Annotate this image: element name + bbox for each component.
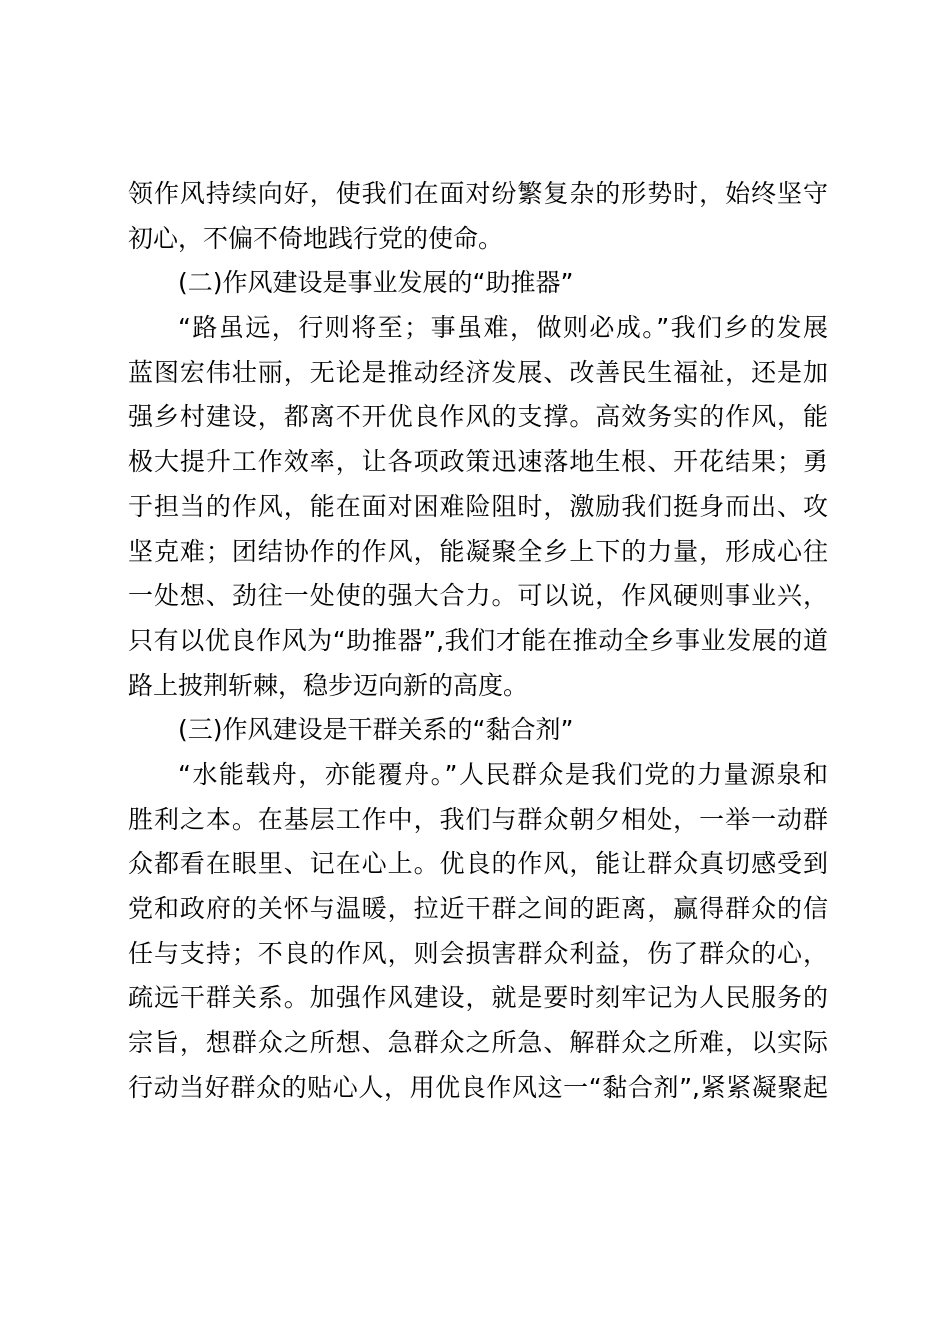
text-line: 极大提升工作效率，让各项政策迅速落地生根、开花结果；勇	[128, 447, 828, 477]
text-line: “路虽远，行则将至；事虽难，做则必成。”我们乡的发展	[178, 313, 828, 343]
text-line: 一处想、劲往一处使的强大合力。可以说，作风硬则事业兴，	[128, 581, 828, 611]
text-line: 行动当好群众的贴心人，用优良作风这一“黏合剂”,紧紧凝聚起	[128, 1072, 828, 1102]
text-line: 于担当的作风，能在面对困难险阻时，激励我们挺身而出、攻	[128, 491, 828, 521]
body-text	[128, 172, 828, 1110]
text-line: 只有以优良作风为“助推器”,我们才能在推动全乡事业发展的道	[128, 625, 828, 655]
text-line: 强乡村建设，都离不开优良作风的支撑。高效务实的作风，能	[128, 402, 828, 432]
text-line: 党和政府的关怀与温暖，拉近干群之间的距离，赢得群众的信	[128, 894, 828, 923]
section-heading-2: (二)作风建设是事业发展的“助推器”	[178, 268, 574, 298]
text-line: 领作风持续向好，使我们在面对纷繁复杂的形势时，始终坚守	[128, 179, 828, 208]
text-line: 胜利之本。在基层工作中，我们与群众朝夕相处，一举一动群	[128, 804, 828, 834]
text-line: 任与支持；不良的作风，则会损害群众利益，伤了群众的心，	[128, 938, 828, 968]
text-line: 蓝图宏伟壮丽，无论是推动经济发展、改善民生福祉，还是加	[128, 357, 828, 387]
section-heading-3: (三)作风建设是干群关系的“黏合剂”	[178, 715, 574, 745]
text-line: 路上披荆斩棘，稳步迈向新的高度。	[128, 670, 529, 700]
text-line: 众都看在眼里、记在心上。优良的作风，能让群众真切感受到	[128, 849, 828, 879]
text-line: 宗旨，想群众之所想、急群众之所急、解群众之所难，以实际	[128, 1028, 828, 1058]
text-line: 坚克难；团结协作的作风，能凝聚全乡上下的力量，形成心往	[128, 536, 828, 566]
text-line: “水能载舟，亦能覆舟。”人民群众是我们党的力量源泉和	[178, 759, 828, 789]
text-line: 疏远干群关系。加强作风建设，就是要时刻牢记为人民服务的	[128, 983, 828, 1013]
text-line: 初心，不偏不倚地践行党的使命。	[128, 223, 504, 253]
